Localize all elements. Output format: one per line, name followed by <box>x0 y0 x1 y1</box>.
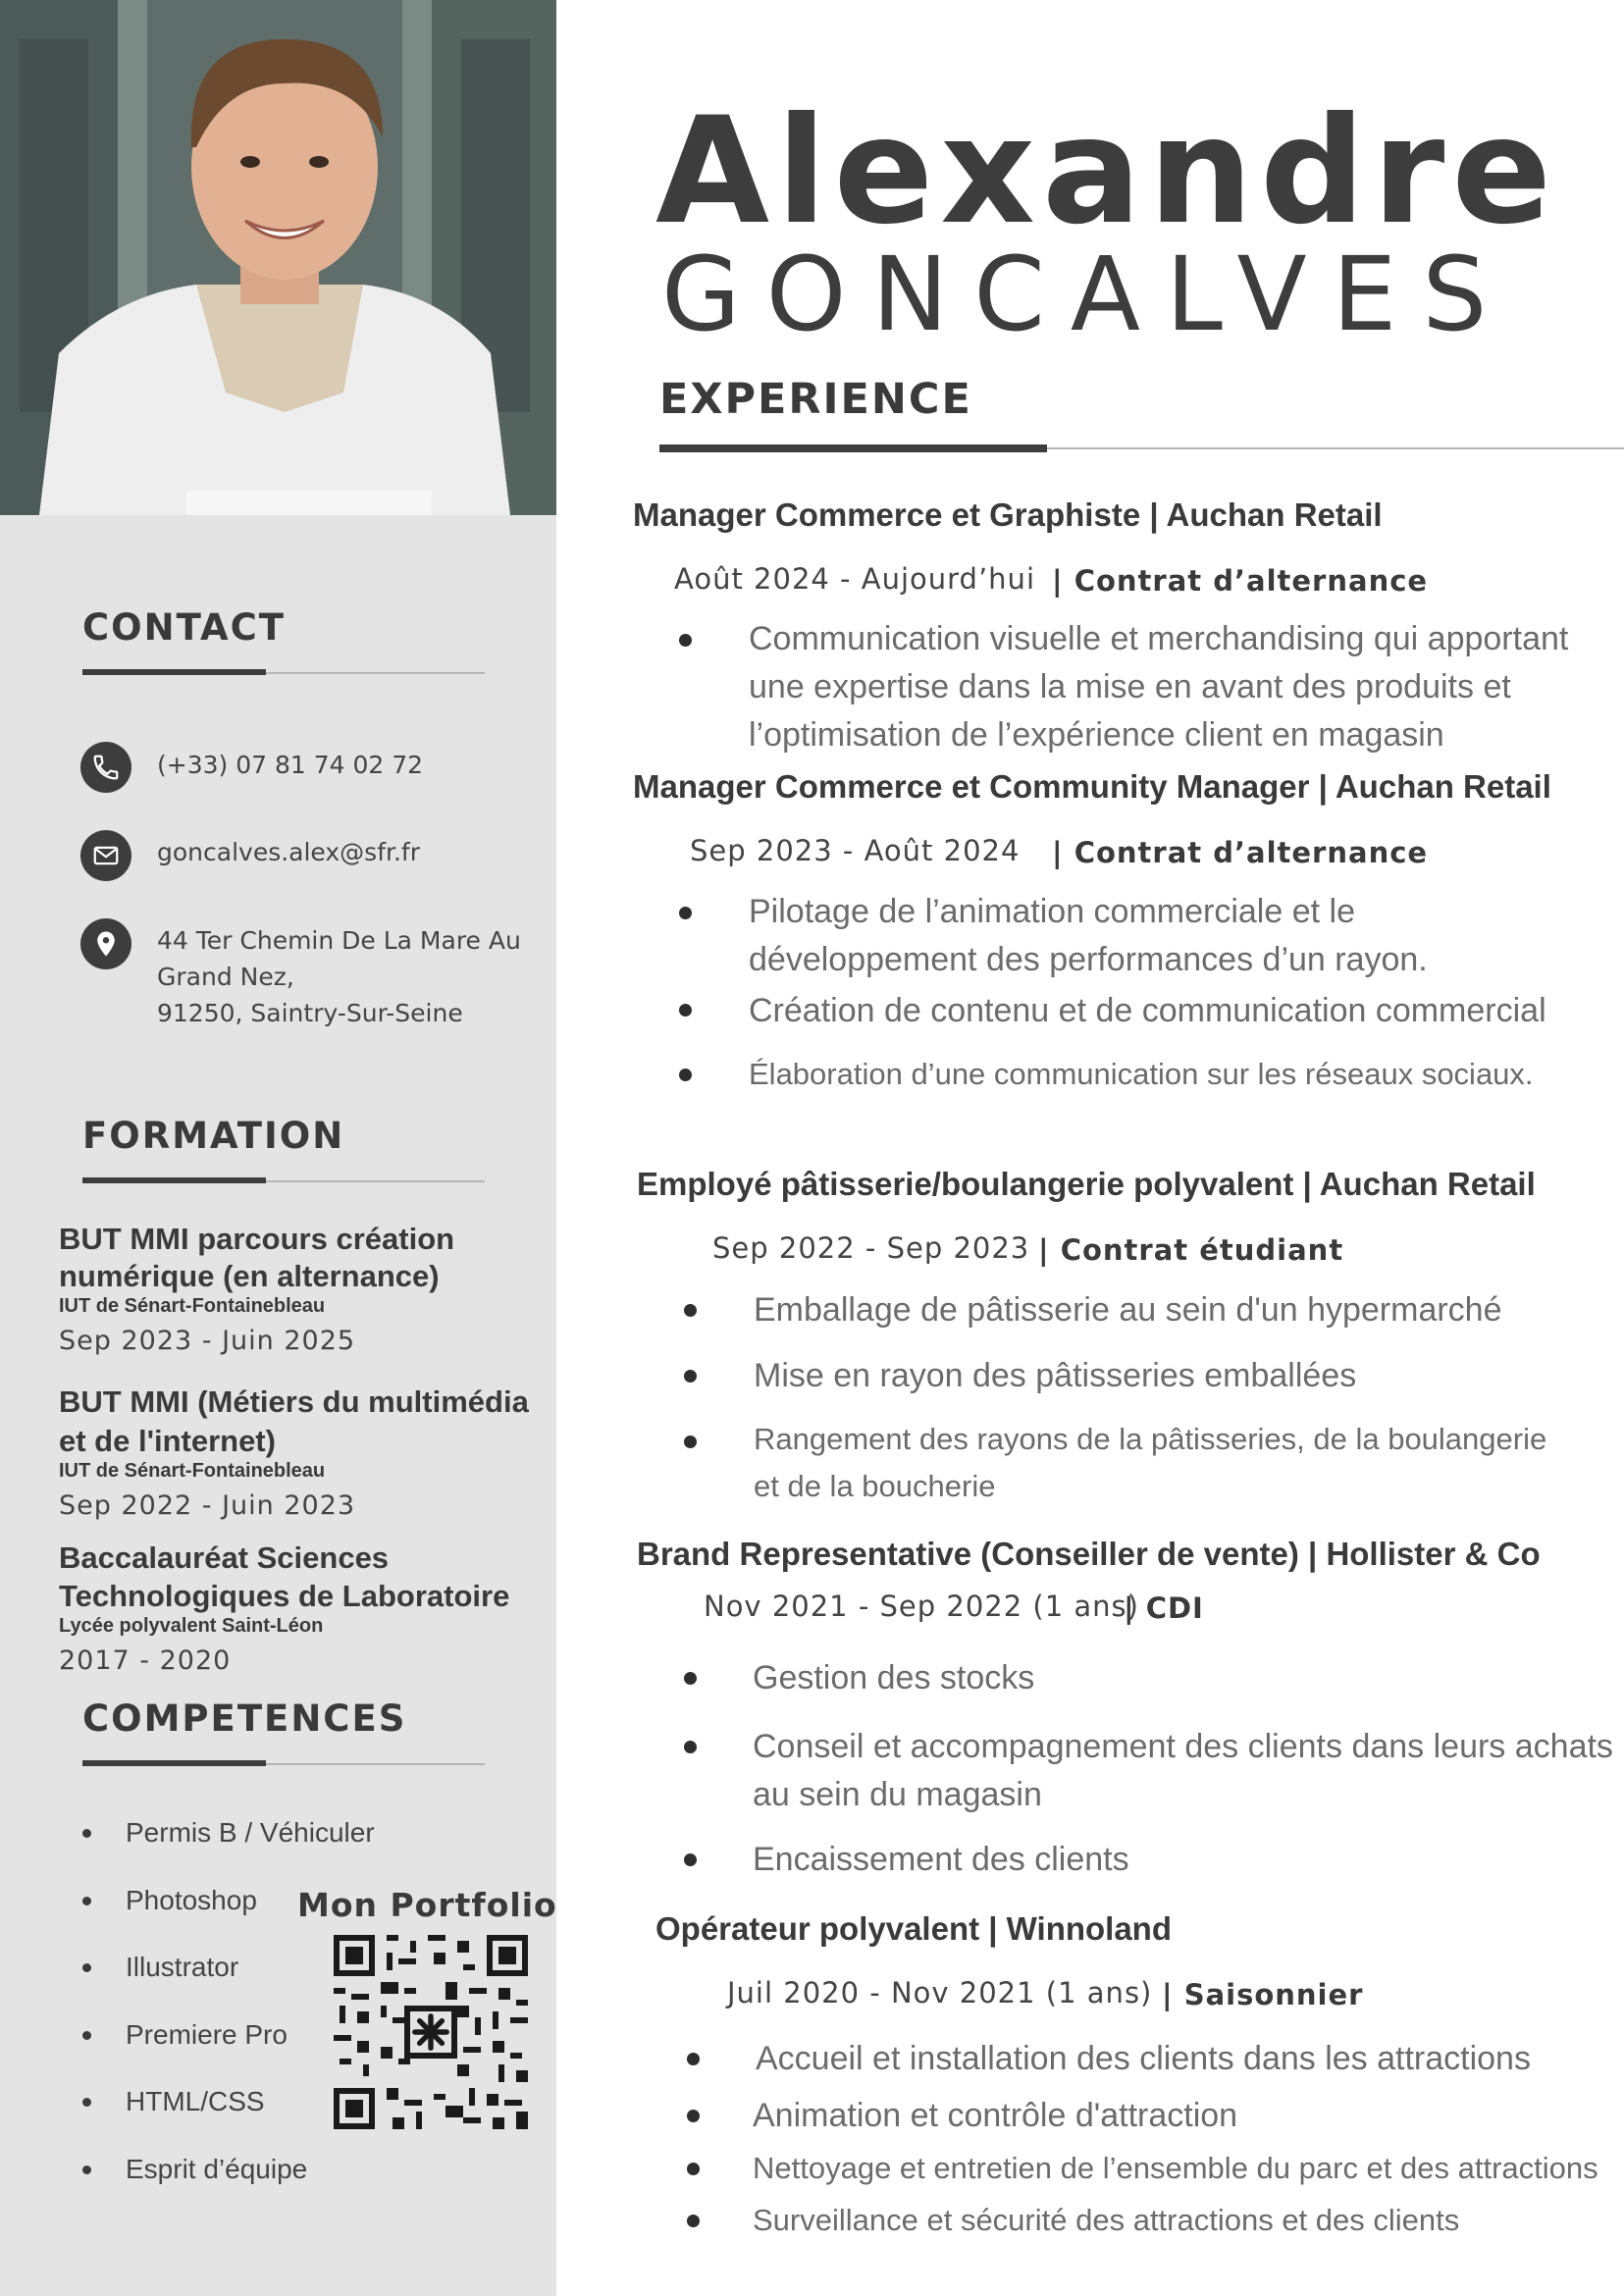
address-line: 44 Ter Chemin De La Mare Au <box>157 926 521 955</box>
formation-date: Sep 2022 - Juin 2023 <box>59 1490 356 1521</box>
bullet-icon <box>687 2053 700 2065</box>
job-title: Employé pâtisserie/boulangerie polyvalent | Auchan Retail <box>637 1166 1536 1202</box>
bullet-line: développement des performances d’un rayon. <box>749 941 1428 978</box>
bullet-icon <box>684 1853 697 1866</box>
job-bullet-text <box>754 1416 1546 1510</box>
bullet-icon <box>687 2110 700 2122</box>
formation-degree: Baccalauréat Sciences <box>59 1540 390 1575</box>
bullet-icon <box>679 1004 692 1017</box>
first-name: Alexandre <box>655 86 1559 257</box>
skill-item: Premiere Pro <box>126 2019 288 2050</box>
formation-school: IUT de Sénart-Fontainebleau <box>59 1460 326 1482</box>
job-bullet-text: Emballage de pâtisserie au sein d'un hypermarché <box>754 1291 1502 1329</box>
last-name: GONCALVES <box>661 235 1513 354</box>
job-contract: | Saisonnier <box>1162 1978 1364 2011</box>
formation-degree: BUT MMI parcours création <box>59 1222 455 1256</box>
bullet-line: l’optimisation de l’expérience client en magasin <box>749 716 1444 754</box>
bullet-line: Conseil et accompagnement des clients dans leurs achats <box>753 1728 1613 1765</box>
skill-item: HTML/CSS <box>126 2086 265 2116</box>
formation-item <box>59 1382 550 1521</box>
job-bullet-text: Animation et contrôle d'attraction <box>753 2097 1238 2134</box>
job-date: Août 2024 - Aujourd’hui <box>674 562 1035 596</box>
bullet-icon <box>684 1370 697 1383</box>
job-contract: | Contrat d’alternance <box>1052 564 1429 598</box>
job-bullet-text <box>753 1723 1613 1819</box>
formation-title: FORMATION <box>82 1115 345 1157</box>
portfolio-qr-code[interactable] <box>334 1935 528 2129</box>
formation-degree: numérique (en alternance) <box>59 1259 440 1293</box>
bullet-icon <box>82 2098 91 2107</box>
bullet-line: au sein du magasin <box>753 1776 1042 1813</box>
job-contract: | Contrat étudiant <box>1038 1233 1344 1267</box>
job-title: Manager Commerce et Graphiste | Auchan Retail <box>633 496 1383 533</box>
bullet-icon <box>687 2215 700 2227</box>
bullet-icon <box>82 1963 91 1972</box>
bullet-icon <box>679 907 692 919</box>
job-bullet-text <box>749 615 1568 759</box>
skill-item: Photoshop <box>126 1885 257 1915</box>
formation-school: IUT de Sénart-Fontainebleau <box>59 1295 326 1317</box>
bullet-icon <box>82 1897 91 1905</box>
formation-item <box>59 1221 550 1356</box>
bullet-icon <box>679 634 692 647</box>
bullet-icon <box>82 1829 91 1838</box>
job-title: Manager Commerce et Community Manager | Auchan Retail <box>633 768 1551 805</box>
contact-title: CONTACT <box>82 606 286 649</box>
contact-address <box>157 922 521 1031</box>
job-title: Brand Representative (Conseiller de vente) | Hollister & Co <box>637 1536 1541 1572</box>
location-pin-icon <box>80 918 131 969</box>
job-bullet-text: Mise en rayon des pâtisseries emballées <box>754 1357 1357 1394</box>
job-bullet-text: Gestion des stocks <box>753 1659 1035 1696</box>
skill-item: Illustrator <box>126 1952 239 1982</box>
competences-title: COMPETENCES <box>82 1697 407 1740</box>
bullet-icon <box>687 2163 700 2175</box>
job-date: Sep 2022 - Sep 2023 <box>712 1231 1030 1265</box>
competences-rule-accent <box>82 1760 266 1766</box>
job-bullet-text: Accueil et installation des clients dans les attractions <box>756 2040 1531 2077</box>
skill-item: Esprit d’équipe <box>126 2154 308 2184</box>
job-bullet-text: Encaissement des clients <box>753 1841 1129 1878</box>
bullet-icon <box>684 1741 697 1753</box>
experience-rule-accent <box>659 444 1047 452</box>
phone-icon <box>80 742 131 793</box>
job-contract: | Contrat d’alternance <box>1052 836 1429 869</box>
formation-degree: BUT MMI (Métiers du multimédia <box>59 1384 529 1419</box>
bullet-icon <box>684 1304 697 1317</box>
address-line: 91250, Saintry-Sur-Seine <box>157 999 463 1027</box>
job-bullet-text: Élaboration d’une communication sur les réseaux sociaux. <box>749 1057 1534 1091</box>
bullet-icon <box>82 2166 91 2174</box>
skill-item: Permis B / Véhiculer <box>126 1817 375 1848</box>
formation-degree: Technologiques de Laboratoire <box>59 1579 510 1613</box>
bullet-line: et de la boucherie <box>754 1469 996 1503</box>
bullet-icon <box>684 1672 697 1685</box>
contact-email[interactable]: goncalves.alex@sfr.fr <box>157 838 421 866</box>
profile-photo <box>0 0 556 515</box>
formation-date: 2017 - 2020 <box>59 1645 232 1676</box>
portfolio-label: Mon Portfolio <box>297 1886 557 1924</box>
bullet-line: Communication visuelle et merchandising qui apportant <box>749 620 1569 657</box>
job-title: Opérateur polyvalent | Winnoland <box>655 1910 1173 1947</box>
formation-school: Lycée polyvalent Saint-Léon <box>59 1615 324 1637</box>
formation-date: Sep 2023 - Juin 2025 <box>59 1326 356 1356</box>
bullet-icon <box>684 1435 697 1448</box>
job-date: Sep 2023 - Août 2024 <box>690 834 1021 867</box>
bullet-line: une expertise dans la mise en avant des produits et <box>749 668 1511 705</box>
bullet-line: Rangement des rayons de la pâtisseries, de la boulangerie <box>754 1422 1547 1456</box>
bullet-icon <box>679 1069 692 1081</box>
job-bullet-text: Nettoyage et entretien de l’ensemble du parc et des attractions <box>753 2151 1598 2185</box>
job-bullet-text: Création de contenu et de communication commercial <box>749 992 1546 1029</box>
job-date: Nov 2021 - Sep 2022 (1 ans) <box>704 1590 1139 1623</box>
formation-item <box>59 1539 550 1676</box>
bullet-line: Pilotage de l’animation commerciale et le <box>749 893 1355 930</box>
formation-rule-accent <box>82 1177 266 1183</box>
job-bullet-text: Surveillance et sécurité des attractions et des clients <box>753 2203 1460 2237</box>
contact-rule-accent <box>82 669 266 675</box>
formation-degree: et de l'internet) <box>59 1424 276 1458</box>
address-line: Grand Nez, <box>157 963 294 991</box>
email-icon <box>80 830 131 881</box>
contact-phone[interactable]: (+33) 07 81 74 02 72 <box>157 751 424 779</box>
job-date: Juil 2020 - Nov 2021 (1 ans) <box>727 1976 1153 2009</box>
bullet-icon <box>82 2031 91 2040</box>
job-contract: | CDI <box>1124 1592 1204 1625</box>
experience-title: EXPERIENCE <box>659 375 972 424</box>
job-bullet-text <box>749 888 1428 984</box>
